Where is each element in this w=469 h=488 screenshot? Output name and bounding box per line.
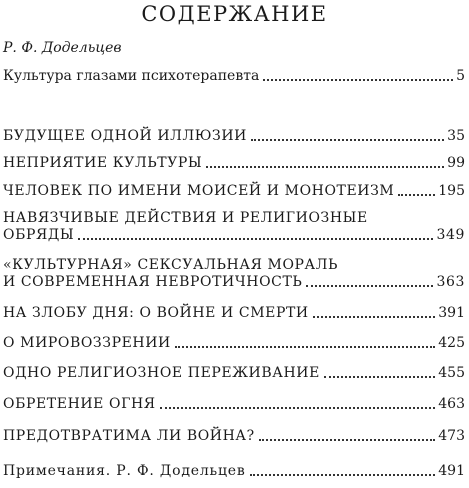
toc-entry-label-line1: «КУЛЬТУРНАЯ» СЕКСУАЛЬНАЯ МОРАЛЬ [3,257,339,273]
toc-entry-label: БУДУЩЕЕ ОДНОЙ ИЛЛЮЗИИ [3,128,247,144]
leader-dots [250,473,436,476]
toc-entry[interactable] [3,365,465,382]
toc-entry[interactable] [3,305,465,322]
toc-entry-label: НЕПРИЯТИЕ КУЛЬТУРЫ [3,155,203,171]
leader-dots [313,315,436,318]
toc-entry[interactable] [3,183,465,200]
toc-page-number: 425 [438,335,465,351]
toc-entry-label: О МИРОВОЗЗРЕНИИ [3,335,171,351]
leader-dots [306,284,433,287]
leader-dots [251,138,444,141]
toc-entry-label-line2: И СОВРЕМЕННАЯ НЕВРОТИЧНОСТЬ [3,274,303,290]
leader-dots [263,78,453,81]
toc-page-number: 491 [438,463,465,479]
leader-dots [324,375,435,378]
toc-entry-label-line2: ОБРЯДЫ [3,227,75,243]
toc-entry-label: ЧЕЛОВЕК ПО ИМЕНИ МОИСЕЙ И МОНОТЕИЗМ [3,183,395,199]
toc-entry-notes[interactable] [3,463,465,480]
toc-entry-intro[interactable] [3,68,465,85]
toc-entry-label-line1: НАВЯЗЧИВЫЕ ДЕЙСТВИЯ И РЕЛИГИОЗНЫЕ [3,210,368,226]
intro-author: Р. Ф. Додельцев [3,40,122,56]
toc-page-number: 195 [438,183,465,199]
toc-page-number: 5 [456,68,465,84]
toc-entry[interactable] [3,428,465,445]
toc-entry[interactable] [3,128,465,145]
leader-dots [206,165,444,168]
toc-entry-label: ОБРЕТЕНИЕ ОГНЯ [3,396,156,412]
toc-entry-label: Примечания. Р. Ф. Додельцев [3,463,246,479]
toc-page-number: 391 [438,305,465,321]
toc-entry-label: Культура глазами психотерапевта [3,68,260,84]
toc-entry[interactable] [3,210,465,244]
toc-page-number: 455 [438,365,465,381]
toc-entry[interactable] [3,335,465,352]
toc-page-number: 473 [438,428,465,444]
leader-dots [175,345,435,348]
toc-page-number: 463 [438,396,465,412]
toc-entry-label: ПРЕДОТВРАТИМА ЛИ ВОЙНА? [3,428,255,444]
toc-entry[interactable] [3,155,465,172]
toc-page-number: 363 [436,274,465,290]
leader-dots [398,193,435,196]
toc-entry[interactable] [3,396,465,413]
leader-dots [160,406,436,409]
toc-page-number: 35 [447,128,465,144]
toc-entry-label: ОДНО РЕЛИГИОЗНОЕ ПЕРЕЖИВАНИЕ [3,365,320,381]
toc-entry-label: НА ЗЛОБУ ДНЯ: О ВОЙНЕ И СМЕРТИ [3,305,309,321]
toc-entry[interactable] [3,257,465,291]
leader-dots [78,237,433,240]
leader-dots [259,438,436,441]
page-title: СОДЕРЖАНИЕ [141,2,328,26]
toc-page-number: 349 [436,227,465,243]
toc-page-number: 99 [447,155,465,171]
